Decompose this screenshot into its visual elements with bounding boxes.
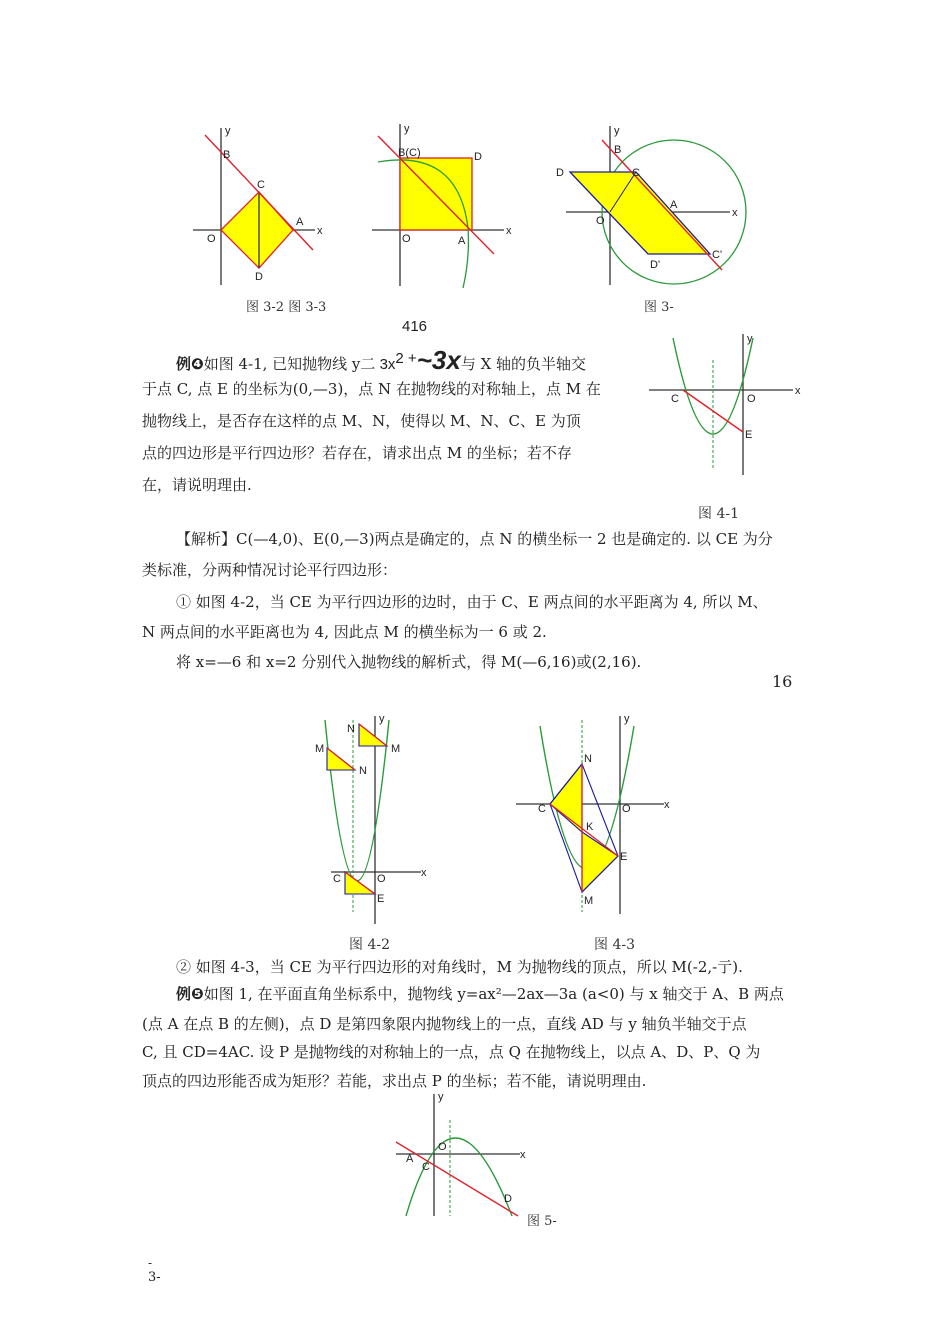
svg-text:C: C: [333, 873, 341, 885]
svg-text:B: B: [223, 149, 231, 161]
svg-text:D: D: [504, 1193, 512, 1205]
example5-label: 例❺: [176, 985, 204, 1003]
fig3-caption-right: 图 3-: [644, 300, 674, 315]
svg-text:O: O: [402, 233, 411, 245]
svg-text:N: N: [347, 723, 355, 735]
formula-eq2: ~3x: [416, 345, 461, 375]
svg-text:C: C: [632, 167, 640, 179]
svg-text:E: E: [377, 893, 385, 905]
solution-p1a: 【解析】C(—4,0)、E(0,—3)两点是确定的，点 N 的横坐标一 2 也是确定的. 以 CE 为分: [176, 530, 773, 548]
svg-text:N: N: [584, 753, 592, 765]
example4-intro: 如图 4-1, 已知抛物线 y: [203, 355, 361, 373]
example4-label: 例❹: [176, 355, 204, 373]
fig43-caption: 图 4-3: [594, 937, 635, 953]
svg-text:O: O: [596, 215, 605, 227]
svg-text:y: y: [438, 1091, 444, 1103]
svg-text:E: E: [745, 429, 753, 441]
svg-text:D: D: [474, 151, 482, 163]
formula-superscript-top: 416: [402, 318, 428, 335]
svg-text:O: O: [747, 393, 756, 405]
fig42-caption: 图 4-2: [349, 937, 390, 953]
figure-4-2: [305, 712, 435, 928]
svg-text:y: y: [225, 125, 231, 137]
svg-text:B(C): B(C): [398, 147, 421, 159]
svg-text:A: A: [670, 199, 678, 211]
svg-text:x: x: [506, 225, 512, 237]
svg-text:C: C: [257, 179, 265, 191]
svg-text:y: y: [404, 123, 410, 135]
example4-tail: 与 X 轴的负半轴交: [460, 355, 587, 373]
example5-line3: C, 且 CD=4AC. 设 P 是抛物线的对称轴上的一点，点 Q 在抛物线上，以点 A、D、P、Q 为: [142, 1043, 761, 1061]
svg-text:C: C: [671, 393, 679, 405]
svg-text:K: K: [586, 821, 594, 833]
svg-text:A: A: [406, 1153, 414, 1165]
solution-p3: 将 x=—6 和 x=2 分别代入抛物线的解析式，得 M(—6,16)或(2,16).: [176, 653, 642, 671]
fig3-caption-left: 图 3-2 图 3-3: [246, 300, 327, 315]
example5-line4: 顶点的四边形能否成为矩形？若能，求出点 P 的坐标；若不能，请说明理由.: [142, 1072, 647, 1090]
svg-text:M: M: [315, 743, 325, 755]
svg-text:O: O: [377, 873, 386, 885]
svg-text:D': D': [650, 259, 661, 271]
solution-p2a: ① 如图 4-2，当 CE 为平行四边形的边时，由于 C、E 两点间的水平距离为 4, 所以 M、: [176, 593, 768, 611]
figure-4-3: [512, 712, 672, 918]
formula-sup: 2 +: [395, 350, 417, 367]
svg-text:x: x: [421, 867, 427, 879]
svg-text:O: O: [622, 803, 631, 815]
figure-3-2: [185, 120, 325, 290]
formula-eq1: 二 3x: [360, 356, 396, 373]
example5-line2: (点 A 在点 B 的左侧)，点 D 是第四象限内抛物线上的一点，直线 AD 与 y 轴负半轴交于点: [142, 1015, 747, 1033]
figure-3-3: [368, 118, 518, 290]
svg-text:O: O: [207, 233, 216, 245]
svg-text:y: y: [379, 713, 385, 725]
example4-line5: 在，请说明理由.: [142, 476, 252, 494]
fig5-caption: 图 5-: [527, 1214, 557, 1229]
example5-line1: [176, 983, 784, 1004]
svg-text:O: O: [438, 1141, 447, 1153]
svg-text:D: D: [255, 271, 263, 283]
example4-line4: 点的四边形是平行四边形？若存在，请求出点 M 的坐标；若不存: [142, 444, 572, 462]
svg-text:x: x: [664, 799, 670, 811]
svg-text:y: y: [614, 125, 620, 137]
svg-text:C': C': [712, 249, 723, 261]
svg-text:M: M: [584, 895, 594, 907]
svg-text:y: y: [747, 333, 753, 345]
svg-text:C: C: [538, 803, 546, 815]
footer-page: 3-: [148, 1270, 161, 1285]
fig41-caption: 图 4-1: [698, 506, 739, 522]
figure-5: [392, 1090, 532, 1220]
svg-text:M: M: [391, 743, 401, 755]
example4-line2: 于点 C, 点 E 的坐标为(0,—3)，点 N 在抛物线的对称轴上，点 M 在: [142, 380, 601, 398]
svg-text:N: N: [359, 765, 367, 777]
example4-line3: 抛物线上，是否存在这样的点 M、N，使得以 M、N、C、E 为顶: [142, 412, 581, 430]
svg-text:x: x: [520, 1149, 526, 1161]
example5-l1: 如图 1, 在平面直角坐标系中，抛物线 y=ax²—2ax—3a (a<0) 与 x 轴交于 A、B 两点: [203, 985, 784, 1003]
svg-text:B: B: [614, 144, 622, 156]
figure-4-1: [645, 330, 805, 480]
svg-text:A: A: [458, 235, 466, 247]
solution-p1b: 类标准，分两种情况讨论平行四边形：: [142, 561, 398, 579]
svg-text:x: x: [795, 385, 801, 397]
figure-3-4: [552, 120, 742, 288]
svg-text:x: x: [732, 207, 738, 219]
svg-text:D: D: [556, 167, 564, 179]
svg-text:x: x: [317, 225, 323, 237]
example4-line1: [142, 345, 586, 376]
svg-text:C: C: [422, 1161, 430, 1173]
svg-text:y: y: [624, 713, 630, 725]
solution-p4: ② 如图 4-3，当 CE 为平行四边形的对角线时，M 为抛物线的顶点，所以 M(-2,-亍).: [176, 958, 743, 976]
svg-text:E: E: [620, 851, 628, 863]
footer-dash: -: [148, 1256, 153, 1270]
solution-p2b: N 两点间的水平距离也为 4, 因此点 M 的横坐标为一 6 或 2.: [142, 623, 547, 641]
solution-note: 16: [772, 672, 793, 691]
svg-text:A: A: [296, 216, 304, 228]
